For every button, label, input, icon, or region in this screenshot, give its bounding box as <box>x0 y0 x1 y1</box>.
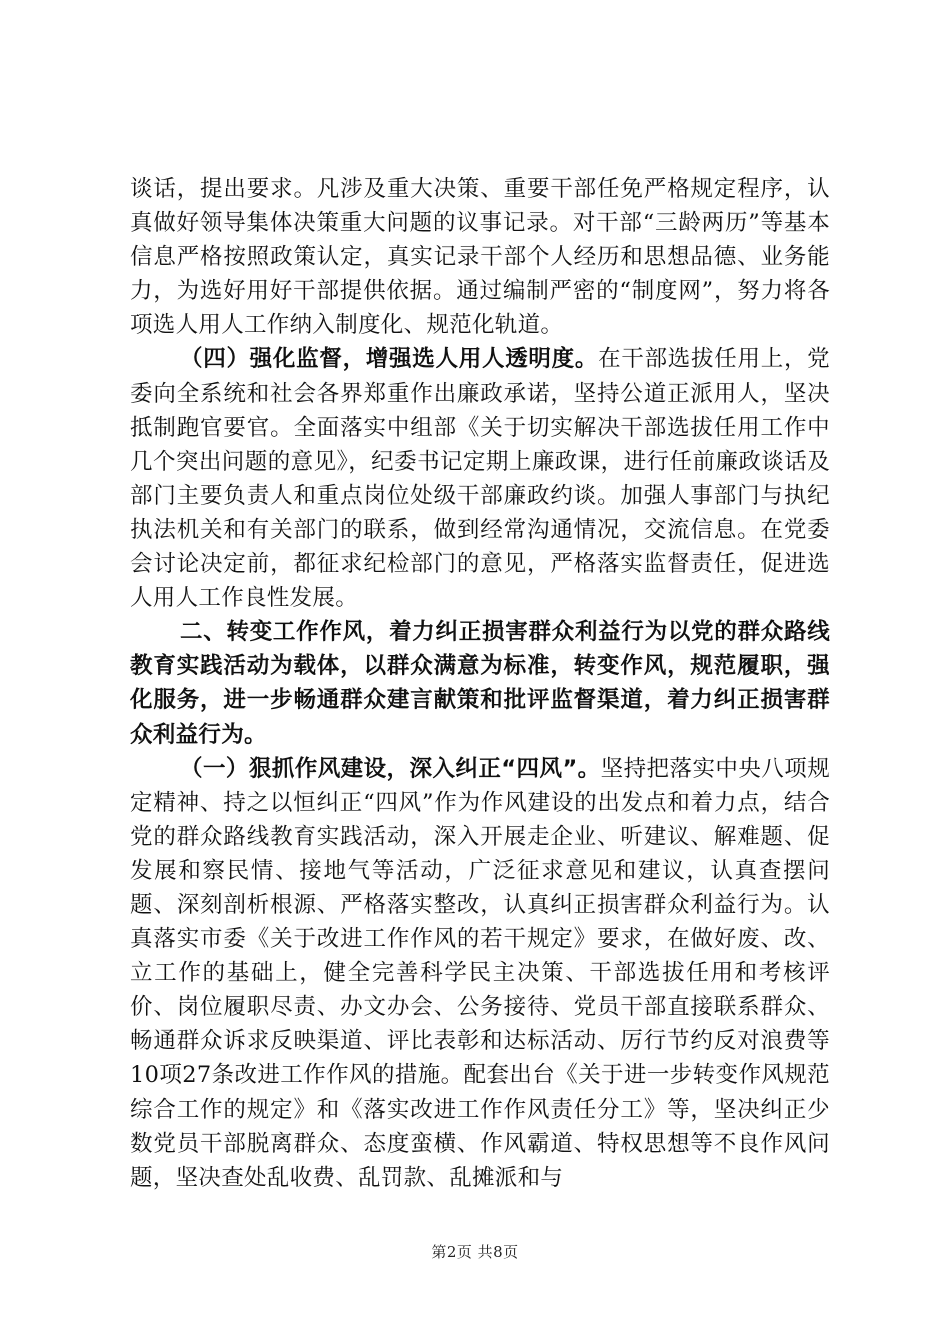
paragraph-2-heading: （四）强化监督，增强选人用人透明度。 <box>180 346 599 373</box>
paragraph-4 <box>130 752 830 1195</box>
paragraph-1 <box>130 172 830 342</box>
page-number-footer: 第2页 共8页 <box>431 1243 519 1261</box>
paragraph-4-text: 坚持把落实中央八项规定精神、持之以恒纠正“四风”作为作风建设的出发点和着力点，结合党的群众路线教育实践活动，深入开展走企业、听建议、解难题、促发展和察民情、接地气等活动，广泛征求意见和建议，认真查摆问题、深刻剖析根源、严格落实整改，认真纠正损害群众利益行为。认真落实市委《关于改进工作作风的若干规定》要求，在做好废、改、立工作的基础上，健全完善科学民主决策、干部选拔任用和考核评价、岗位履职尽责、办文办会、公务接待、党员干部直接联系群众、畅通群众诉求反映渠道、评比表彰和达标活动、厉行节约反对浪费等10项27条改进工作作风的措施。配套出台《关于进一步转变作风规范综合工作的规定》和《落实改进工作作风责任分工》等，坚决纠正少数党员干部脱离群众、态度蛮横、作风霸道、特权思想等不良作风问题，坚决查处乱收费、乱罚款、乱摊派和与 <box>130 755 830 1191</box>
section-heading-2 <box>130 615 830 751</box>
paragraph-1-text: 谈话，提出要求。凡涉及重大决策、重要干部任免严格规定程序，认真做好领导集体决策重大问题的议事记录。对干部“三龄两历”等基本信息严格按照政策认定，真实记录干部个人经历和思想品德、业务能力，为选好用好干部提供依据。通过编制严密的“制度网”，努力将各项选人用人工作纳入制度化、规范化轨道。 <box>130 176 830 339</box>
section-heading-2-text: 二、转变工作作风，着力纠正损害群众利益行为以党的群众路线教育实践活动为载体，以群众满意为标准，转变作风，规范履职，强化服务，进一步畅通群众建言献策和批评监督渠道，着力纠正损害群众利益行为。 <box>130 619 830 748</box>
paragraph-2 <box>130 342 830 615</box>
paragraph-4-heading: （一）狠抓作风建设，深入纠正“四风”。 <box>180 755 601 782</box>
paragraph-2-text: 在干部选拔任用上，党委向全系统和社会各界郑重作出廉政承诺，坚持公道正派用人，坚决抵制跑官要官。全面落实中组部《关于切实解决干部选拔任用工作中几个突出问题的意见》，纪委书记定期上廉政课，进行任前廉政谈话及部门主要负责人和重点岗位处级干部廉政约谈。加强人事部门与执纪执法机关和有关部门的联系，做到经常沟通情况，交流信息。在党委会讨论决定前，都征求纪检部门的意见，严格落实监督责任，促进选人用人工作良性发展。 <box>130 346 830 612</box>
document-body <box>130 172 830 1195</box>
